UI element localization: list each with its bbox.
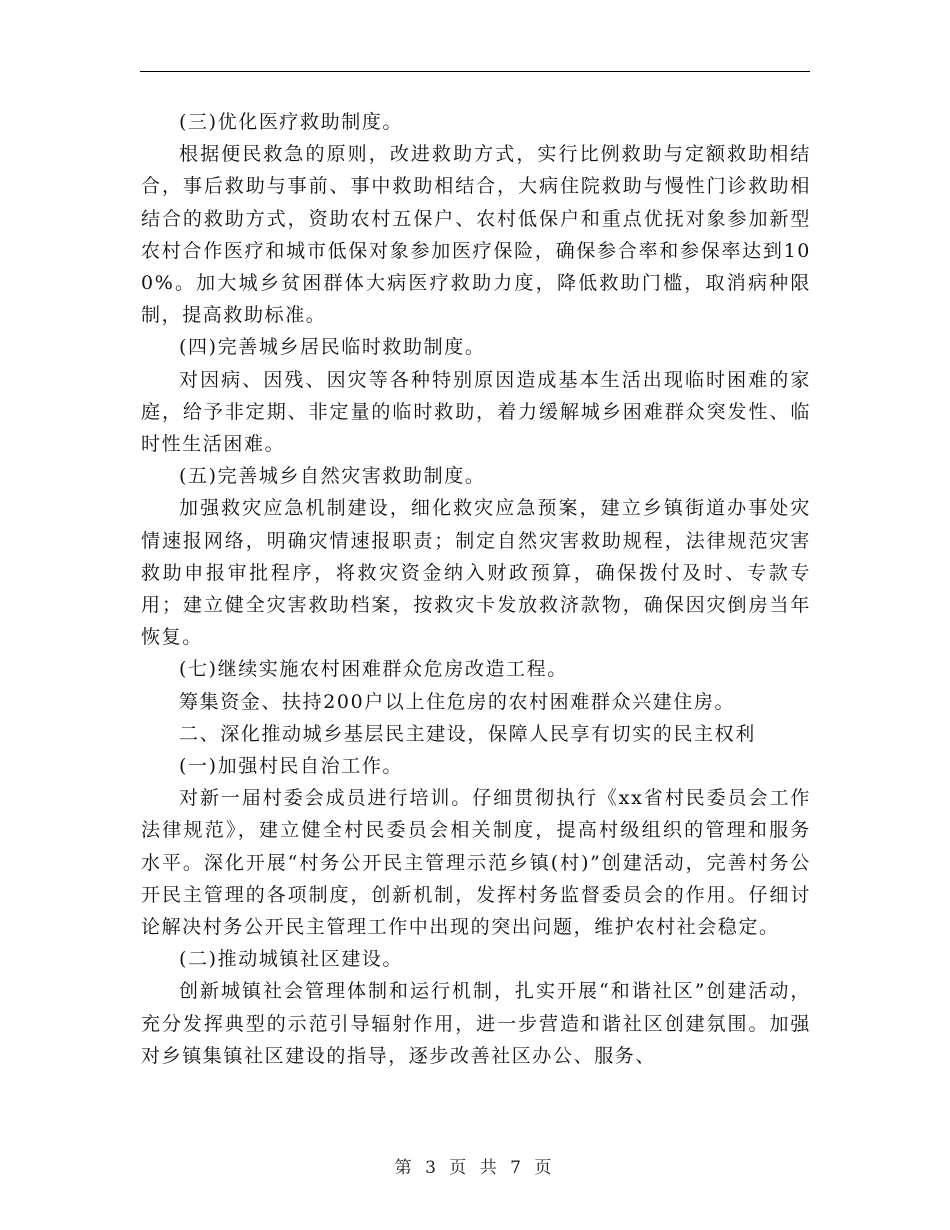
section-heading-medical-aid: (三)优化医疗救助制度。	[179, 111, 404, 133]
section-heading-housing: (七)继续实施农村困难群众危房改造工程。	[179, 658, 568, 681]
paragraph-housing: 筹集资金、扶持200户以上住危房的农村困难群众兴建住房。	[179, 690, 736, 713]
page-number: 第 3 页 共 7 页	[394, 1158, 556, 1178]
paragraph-community: 创新城镇社会管理体制和运行机制，扎实开展“和谐社区”创建活动，充分发挥典型的示范引导辐射作用，进一步营造和谐社区创建氛围。加强对乡镇集镇社区建设的指导，逐步改善社区办公、服务、	[141, 980, 811, 1067]
section-heading-grassroots-democracy: 二、深化推动城乡基层民主建设，保障人民享有切实的民主权利	[179, 722, 756, 745]
section-heading-community: (二)推动城镇社区建设。	[179, 948, 404, 971]
paragraph-medical-aid: 根据便民救急的原则，改进救助方式，实行比例救助与定额救助相结合，事后救助与事前、事中救助相结合，大病住院救助与慢性门诊救助相结合的救助方式，资助农村五保户、农村低保户和重点优抚对象参加新型农村合作医疗和城市低保对象参加医疗保险，确保参合率和参保率达到100%。加大城乡贫困群体大病医疗救助力度，降低救助门槛，取消病种限制，提高救助标准。	[141, 143, 811, 327]
section-heading-disaster-aid: (五)完善城乡自然灾害救助制度。	[179, 465, 486, 488]
section-heading-village-autonomy: (一)加强村民自治工作。	[179, 755, 404, 778]
paragraph-temporary-aid: 对因病、因残、因灾等各种特别原因造成基本生活出现临时困难的家庭，给予非定期、非定量的临时救助，着力缓解城乡困难群众突发性、临时性生活困难。	[141, 368, 811, 456]
paragraph-disaster-aid: 加强救灾应急机制建设，细化救灾应急预案，建立乡镇街道办事处灾情速报网络，明确灾情速报职责；制定自然灾害救助规程，法律规范灾害救助申报审批程序，将救灾资金纳入财政预算，确保拨付及时、专款专用；建立健全灾害救助档案，按救灾卡发放救济款物，确保因灾倒房当年恢复。	[141, 497, 811, 649]
document-body	[141, 106, 811, 1072]
paragraph-village-autonomy: 对新一届村委会成员进行培训。仔细贯彻执行《xx省村民委员会工作法律规范》，建立健全村民委员会相关制度，提高村级组织的管理和服务水平。深化开展“村务公开民主管理示范乡镇(村)”创建活动，完善村务公开民主管理的各项制度，创新机制，发挥村务监督委员会的作用。仔细讨论解决村务公开民主管理工作中出现的突出问题，维护农村社会稳定。	[141, 787, 811, 939]
section-heading-temporary-aid: (四)完善城乡居民临时救助制度。	[179, 336, 486, 359]
header-rule	[140, 71, 810, 72]
